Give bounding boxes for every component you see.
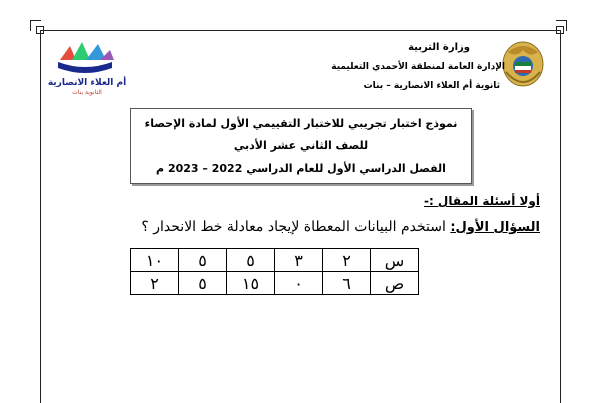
table-cell: ٥ (227, 249, 275, 272)
table-cell: ٦ (323, 272, 371, 295)
table-cell: ٢ (323, 249, 371, 272)
question-text: استخدم البيانات المعطاة لإيجاد معادلة خط الانحدار ؟ (141, 219, 446, 235)
school-name: ثانوية أم العلاء الانصارية – بنات (363, 81, 500, 91)
exam-title-box (130, 108, 472, 184)
school-logo-name: أم العلاء الانصارية (47, 78, 127, 88)
page-border-left (40, 30, 41, 403)
page-border-top (40, 30, 560, 31)
table-row (131, 272, 419, 295)
question-1 (141, 219, 540, 235)
kuwait-emblem-icon (500, 38, 546, 94)
table-cell: ٢ (131, 272, 179, 295)
table-cell: ٣ (275, 249, 323, 272)
page-border-right (560, 30, 561, 403)
table-cell: ١٥ (227, 272, 275, 295)
table-cell: ٠ (275, 272, 323, 295)
table-cell: ص (371, 272, 419, 295)
table-cell: س (371, 249, 419, 272)
exam-title: نموذج اختبار تجريبي للاختبار التقييمي الأول لمادة الإحصاء (144, 117, 458, 130)
data-table (130, 248, 419, 295)
ministry-name: وزارة التربية (408, 42, 470, 53)
table-cell: ٥ (179, 272, 227, 295)
exam-grade: للصف الثاني عشر الأدبي (233, 139, 369, 152)
question-label: السؤال الأول: (450, 220, 540, 235)
directorate-name: الإدارة العامة لمنطقة الأحمدي التعليمية (331, 62, 505, 72)
table-row (131, 249, 419, 272)
exam-term: الفصل الدراسي الأول للعام الدراسي 2022 – 2023 م (156, 162, 446, 175)
frame-corner-square-right (556, 26, 564, 34)
frame-corner-square-left (36, 26, 44, 34)
table-cell: ١٠ (131, 249, 179, 272)
school-logo-subtitle: الثانوية بنات (72, 89, 102, 96)
section-heading: أولا أسئلة المقال :- (423, 194, 540, 208)
table-cell: ٥ (179, 249, 227, 272)
